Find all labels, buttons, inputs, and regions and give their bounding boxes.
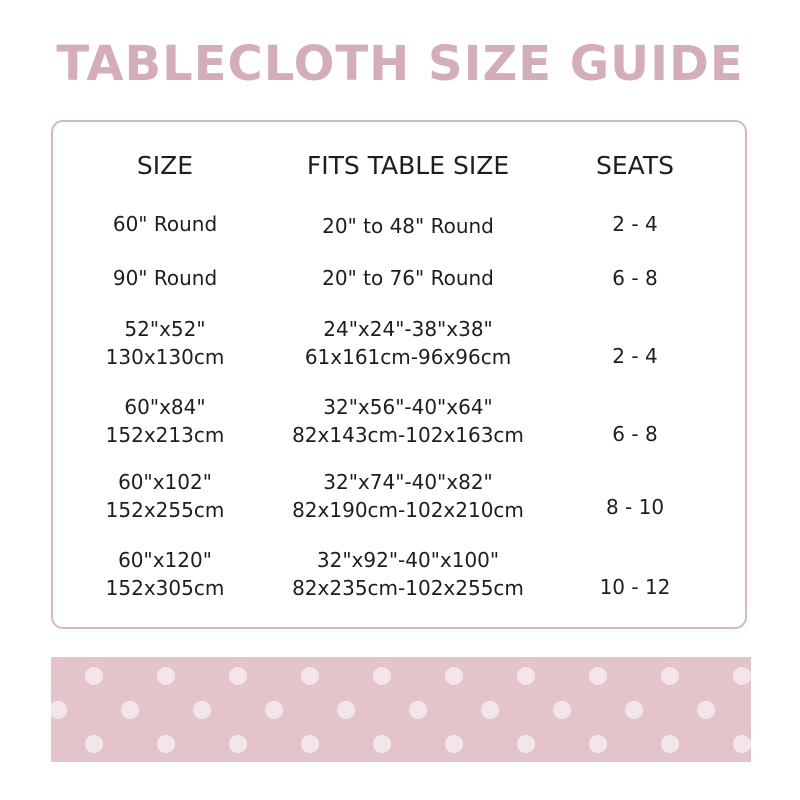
row-3-fits-cm: 61x161cm-96x96cm [304, 345, 512, 369]
row-3-fits-in: 24"x24"-38"x38" [323, 317, 493, 341]
row-5-fits-in: 32"x74"-40"x82" [323, 470, 493, 494]
polka-dot [229, 735, 247, 753]
header-fits-table-size: FITS TABLE SIZE [306, 151, 510, 180]
polka-dot [85, 735, 103, 753]
row-4-seats: 6 - 8 [612, 422, 658, 446]
row-4-fits-cm: 82x143cm-102x163cm [292, 423, 524, 447]
polka-dot [409, 701, 427, 719]
polka-dot [589, 735, 607, 753]
row-2-seats: 6 - 8 [612, 266, 658, 290]
row-1-fits: 20" to 48" Round [322, 214, 494, 238]
row-5-fits-cm: 82x190cm-102x210cm [292, 498, 524, 522]
polka-dot [445, 667, 463, 685]
polka-dot [85, 667, 103, 685]
row-5-size-in: 60"x102" [118, 470, 212, 494]
row-2-fits: 20" to 76" Round [322, 266, 494, 290]
polka-dot [121, 701, 139, 719]
header-size: SIZE [136, 151, 194, 180]
row-6-size-cm: 152x305cm [105, 576, 225, 600]
polka-dot [445, 735, 463, 753]
polka-dot [553, 701, 571, 719]
row-6-size-in: 60"x120" [118, 548, 212, 572]
polka-dot [229, 667, 247, 685]
polka-dot [373, 735, 391, 753]
polka-dot [661, 667, 679, 685]
polka-dot [481, 701, 499, 719]
polka-dot [589, 667, 607, 685]
polka-dot [265, 701, 283, 719]
row-3-size-cm: 130x130cm [105, 345, 225, 369]
size-guide-table [51, 120, 747, 629]
row-4-size-in: 60"x84" [124, 395, 206, 419]
row-4-fits-in: 32"x56"-40"x64" [323, 395, 493, 419]
polka-dot [517, 735, 535, 753]
polka-dot [193, 701, 211, 719]
row-1-size: 60" Round [112, 212, 218, 236]
row-3-seats: 2 - 4 [612, 344, 658, 368]
polka-dot [733, 735, 751, 753]
header-seats: SEATS [596, 151, 674, 180]
polka-dot-fabric-swatch [51, 657, 751, 762]
row-6-fits-in: 32"x92"-40"x100" [316, 548, 500, 572]
row-5-seats: 8 - 10 [605, 495, 665, 519]
polka-dot [51, 701, 67, 719]
polka-dot [157, 667, 175, 685]
polka-dot [301, 735, 319, 753]
polka-dot [661, 735, 679, 753]
row-5-size-cm: 152x255cm [105, 498, 225, 522]
row-4-size-cm: 152x213cm [105, 423, 225, 447]
row-2-size: 90" Round [112, 266, 218, 290]
polka-dot [373, 667, 391, 685]
row-1-seats: 2 - 4 [612, 212, 658, 236]
polka-dot [301, 667, 319, 685]
row-3-size-in: 52"x52" [124, 317, 206, 341]
polka-dot [733, 667, 751, 685]
row-6-seats: 10 - 12 [599, 575, 671, 599]
row-6-fits-cm: 82x235cm-102x255cm [292, 576, 524, 600]
polka-dot [157, 735, 175, 753]
page-title: TABLECLOTH SIZE GUIDE [56, 36, 744, 92]
polka-dot [517, 667, 535, 685]
polka-dot [337, 701, 355, 719]
polka-dot [625, 701, 643, 719]
polka-dot [697, 701, 715, 719]
